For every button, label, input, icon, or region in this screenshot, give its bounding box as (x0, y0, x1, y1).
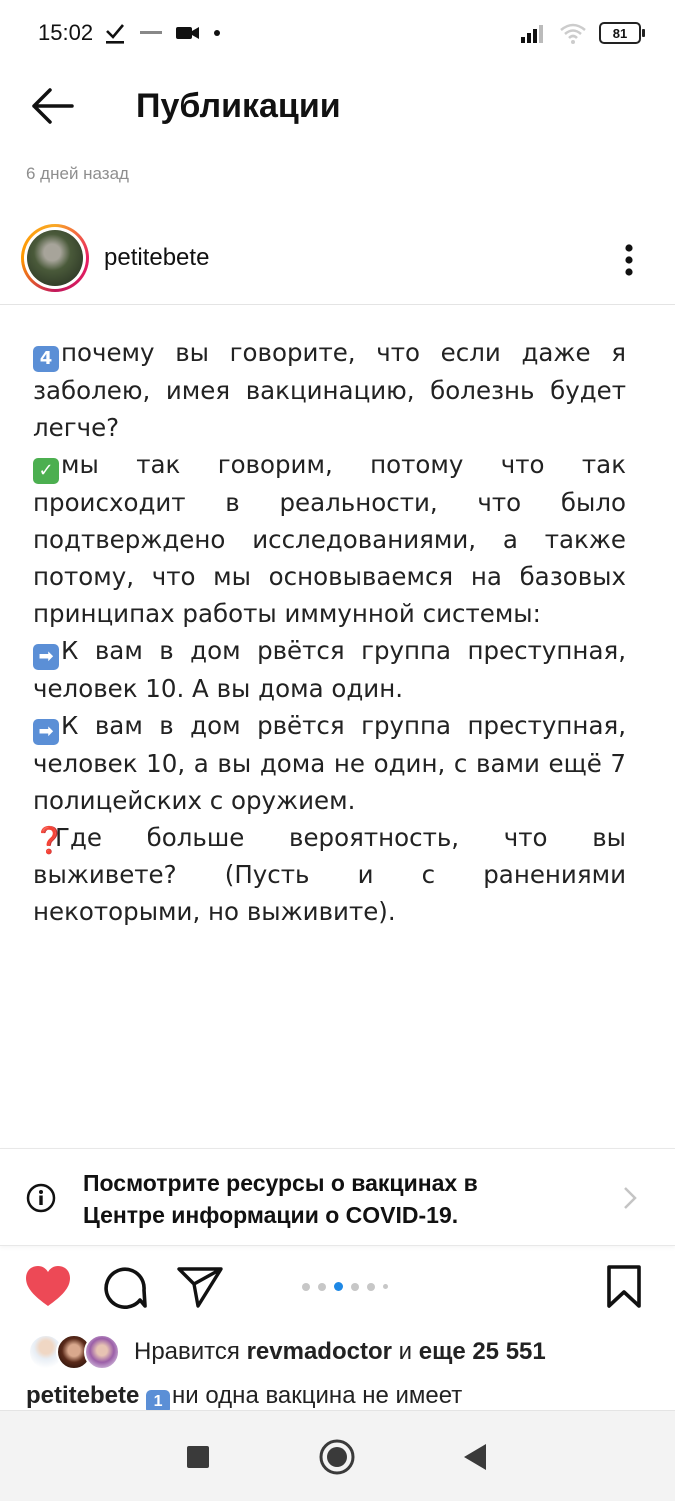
more-options-icon[interactable] (615, 240, 643, 280)
video-camera-icon (176, 25, 200, 41)
check-mark-icon: ✓ (33, 458, 59, 484)
home-circle-icon[interactable] (317, 1437, 357, 1477)
caption-username[interactable]: petitebete (26, 1382, 140, 1409)
liker-username[interactable]: revmadoctor (246, 1338, 392, 1365)
liker-avatars (28, 1334, 120, 1368)
right-arrow-icon: ➡ (33, 644, 59, 670)
avatar[interactable] (21, 224, 89, 292)
bookmark-icon[interactable] (604, 1264, 644, 1310)
signal-icon (521, 23, 547, 43)
carousel-dot (318, 1283, 326, 1291)
share-icon[interactable] (176, 1264, 224, 1310)
post-header (0, 214, 675, 305)
info-icon (26, 1183, 56, 1213)
back-triangle-icon[interactable] (456, 1437, 496, 1477)
right-arrow-icon: ➡ (33, 719, 59, 745)
chevron-right-icon (620, 1185, 640, 1211)
dot-icon (214, 30, 220, 36)
body-paragraph: ➡ К вам в дом рвётся группа преступная, человек 10. А вы дома один. (33, 636, 626, 703)
body-paragraph: 4 почему вы говорите, что если даже я заболею, имея вакцинацию, болезнь будет легче? (33, 338, 626, 442)
wifi-icon (559, 22, 587, 44)
likes-count[interactable]: еще 25 551 (418, 1338, 546, 1365)
post-image-text (33, 334, 626, 930)
carousel-indicator (302, 1282, 388, 1291)
comment-icon[interactable] (100, 1264, 148, 1310)
status-left-icons (104, 18, 220, 48)
carousel-dot (367, 1283, 375, 1291)
page-title: Публикации (136, 87, 341, 125)
keycap-one-icon: 1 (146, 1390, 170, 1414)
battery-icon: 81 (599, 22, 641, 44)
body-paragraph: ✓ мы так говорим, потому что так происходит в реальности, что было подтверждено исследованиями, а также потому, что мы основываемся на базовых принципах работы иммунной системы: (33, 450, 626, 628)
avatar-photo (27, 230, 83, 286)
small-app-icon (140, 28, 162, 38)
keycap-four-icon: 4 (33, 346, 59, 372)
carousel-dot (302, 1283, 310, 1291)
post-actions (0, 1258, 675, 1314)
likes-text: Нравится revmadoctor и еще 25 551 (134, 1338, 546, 1365)
status-right-icons (521, 18, 641, 48)
covid-banner-text: Посмотрите ресурсы о вакцинах в Центре информации о COVID-19. (83, 1170, 478, 1228)
question-mark-icon: ❓ (33, 826, 66, 856)
carousel-dot-active (334, 1282, 343, 1291)
check-download-icon (104, 21, 126, 45)
liker-avatar (84, 1334, 120, 1370)
system-nav-bar (0, 1410, 675, 1501)
back-arrow-icon[interactable] (28, 84, 76, 128)
carousel-dot (351, 1283, 359, 1291)
post-time-ago: 6 дней назад (26, 164, 129, 183)
recents-square-icon[interactable] (178, 1437, 218, 1477)
body-paragraph: ➡ К вам в дом рвётся группа преступная, человек 10, а вы дома не один, с вами ещё 7 полицейских с оружием. (33, 711, 626, 815)
status-time: 15:02 (38, 20, 94, 45)
page-header (0, 66, 675, 146)
body-paragraph: ❓Где больше вероятность, что вы выживете? (Пусть и с ранениями некоторыми, но выживите). (33, 823, 626, 926)
caption-text: ни одна вакцина не имеет (172, 1382, 463, 1409)
covid-info-banner[interactable] (0, 1148, 675, 1246)
carousel-dot (383, 1284, 388, 1289)
post-username[interactable]: petitebete (104, 244, 210, 271)
likes-row[interactable] (28, 1332, 668, 1372)
status-bar (0, 0, 675, 66)
heart-icon[interactable] (24, 1264, 72, 1310)
